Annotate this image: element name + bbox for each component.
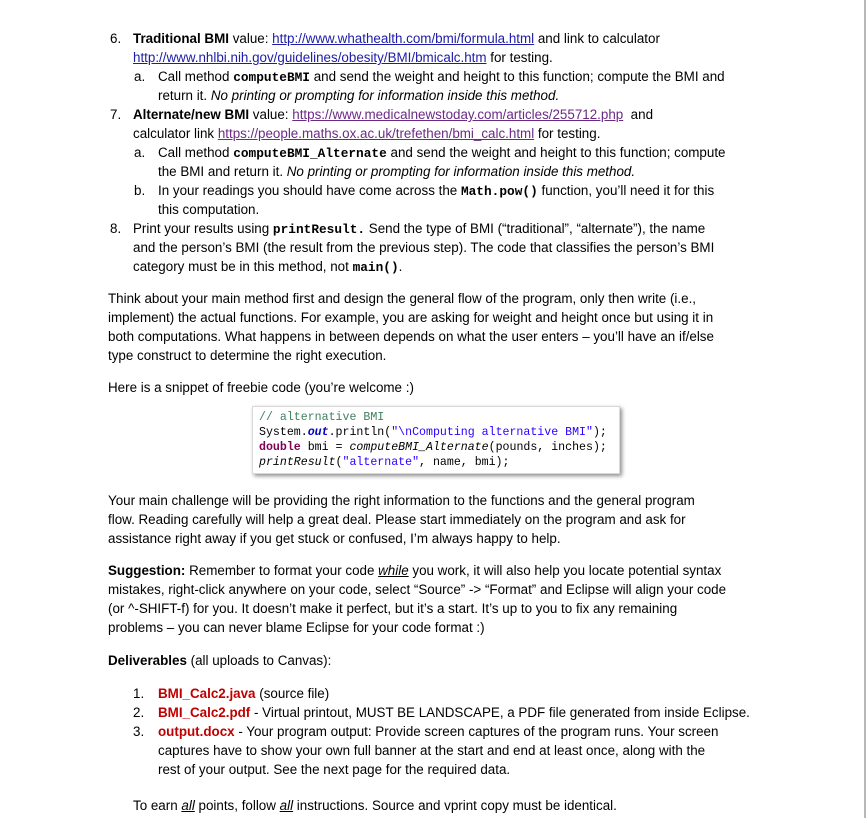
item-6-text: for testing. (486, 50, 553, 65)
closing-emphasis: all (279, 798, 294, 813)
nhlbi-link[interactable]: http://www.nhlbi.nih.gov/guidelines/obesity/BMI/bmicalc.htm (133, 50, 487, 65)
code-token: ); (592, 426, 607, 439)
compute-bmi-alternate-method: computeBMI_Alternate (233, 146, 387, 161)
item-7b-line-1 (158, 182, 714, 202)
deliverable-3 (158, 723, 718, 742)
item-7a-text: the BMI and return it. (158, 164, 287, 179)
deliverable-2-desc: - Virtual printout, MUST BE LANDSCAPE, a PDF file generated from inside Eclipse. (250, 705, 750, 720)
code-line-3 (259, 440, 613, 455)
item-8-line-3 (133, 258, 402, 278)
item-8-text: Send the type of BMI (“traditional”, “alternate”), the name (365, 221, 706, 236)
item-6a-text: Call method (158, 69, 234, 84)
code-token: (pounds, inches); (488, 441, 607, 454)
oxford-calc-link[interactable]: https://people.maths.ox.ac.uk/trefethen/bmi_calc.html (217, 126, 535, 141)
deliverable-1-desc: (source file) (255, 686, 330, 701)
item-6-title: Traditional BMI (133, 31, 229, 46)
item-7b-text: function, you’ll need it for this (537, 183, 715, 198)
code-line-2 (259, 425, 613, 440)
deliverable-1-number: 1. (133, 686, 145, 701)
item-8-line-1 (133, 220, 705, 240)
item-7b-label: b. (134, 183, 146, 198)
medicalnewstoday-link[interactable]: https://www.medicalnewstoday.com/articles/255712.php (292, 107, 624, 122)
closing-text: instructions. Source and vprint copy must be identical. (293, 798, 617, 813)
item-8-text: . (398, 259, 403, 274)
item-6-line-1 (133, 30, 660, 49)
math-pow-method: Math.pow() (460, 184, 538, 199)
deliverable-2-number: 2. (133, 705, 145, 720)
suggestion-emphasis: while (378, 563, 409, 578)
item-8-text: category must be in this method, not (133, 259, 353, 274)
paragraph-challenge-line-2: flow. Reading carefully will help a great deal. Please start immediately on the program and ask for (108, 512, 686, 527)
item-6a-italic: No printing or prompting for information inside this method. (210, 88, 560, 103)
code-line-4 (259, 455, 613, 470)
item-7b-line-2: this computation. (158, 202, 260, 217)
code-string: "alternate" (342, 456, 420, 469)
code-line-1 (259, 410, 613, 425)
deliverable-3-name: output.docx (158, 724, 235, 739)
item-7a-text: and send the weight and height to this function; compute (386, 145, 726, 160)
paragraph-design-line-2: implement) the actual functions. For example, you are asking for weight and height once but using it in (108, 310, 714, 325)
code-token: ( (335, 456, 343, 469)
compute-bmi-method: computeBMI (233, 70, 310, 85)
closing-text: points, follow (194, 798, 280, 813)
paragraph-challenge-line-1: Your main challenge will be providing the right information to the functions and the general program (108, 493, 695, 508)
paragraph-challenge-line-3: assistance right away if you get stuck or confused, I’m always happy to help. (108, 531, 561, 546)
item-7-text: calculator link (133, 126, 218, 141)
item-6-line-2 (133, 49, 553, 68)
suggestion-label: Suggestion: (108, 563, 186, 578)
closing-emphasis: all (181, 798, 195, 813)
suggestion-text: Remember to format your code (185, 563, 379, 578)
item-7-text: and (623, 107, 654, 122)
item-7-line-1 (133, 106, 653, 125)
item-7-text: for testing. (534, 126, 601, 141)
suggestion-text: you work, it will also help you locate potential syntax (408, 563, 722, 578)
suggestion-line-4: problems – you can never blame Eclipse for your code format :) (108, 620, 485, 635)
item-7a-text: Call method (158, 145, 234, 160)
item-7a-line-1 (158, 144, 726, 164)
code-comment: // alternative BMI (259, 411, 385, 424)
deliverables-text: (all uploads to Canvas): (186, 653, 332, 668)
deliverable-1-name: BMI_Calc2.java (158, 686, 256, 701)
deliverables-heading (108, 652, 331, 671)
closing-text: To earn (133, 798, 182, 813)
item-6-text: value: (228, 31, 273, 46)
code-token: .println( (328, 426, 392, 439)
code-token: System. (259, 426, 308, 439)
item-6a-label: a. (134, 69, 146, 84)
item-7-line-2 (133, 125, 600, 144)
item-8-number: 8. (110, 221, 122, 236)
code-token: out (307, 426, 329, 439)
paragraph-design-line-1: Think about your main method first and design the general flow of the program, only then write (i.e., (108, 291, 697, 306)
deliverable-1 (158, 685, 329, 704)
deliverable-3-line-2: captures have to show your own full banner at the start and end at least once, along with the (158, 743, 706, 758)
deliverable-3-desc: - Your program output: Provide screen captures of the program runs. Your screen (234, 724, 719, 739)
item-6-number: 6. (110, 31, 122, 46)
closing-line (133, 797, 617, 816)
item-7-text: value: (249, 107, 293, 122)
deliverable-3-line-3: rest of your output. See the next page for the required data. (158, 762, 511, 777)
item-6a-text: return it. (158, 88, 211, 103)
snippet-intro: Here is a snippet of freebie code (you’re welcome :) (108, 380, 414, 395)
code-snippet (252, 406, 620, 474)
item-6a-text: and send the weight and height to this function; compute the BMI and (309, 69, 725, 84)
code-string: "\nComputing alternative BMI" (391, 426, 593, 439)
whathealth-link[interactable]: http://www.whathealth.com/bmi/formula.html (272, 31, 535, 46)
item-6-text: and link to calculator (534, 31, 660, 46)
item-7-title: Alternate/new BMI (133, 107, 250, 122)
paragraph-design-line-3: both computations. What happens in between depends on what the user enters – you’ll have an if/else (108, 329, 714, 344)
item-8-line-2: and the person’s BMI (the result from the previous step). The code that classifies the person’s BMI (133, 240, 715, 255)
code-keyword: double (259, 441, 301, 454)
item-7b-text: In your readings you should have come across the (158, 183, 461, 198)
code-token: , name, bmi); (419, 456, 510, 469)
suggestion-line-1 (108, 562, 721, 581)
paragraph-design-line-4: type construct to determine the right execution. (108, 348, 387, 363)
code-call: computeBMI_Alternate (349, 441, 489, 454)
suggestion-line-3: (or ^-SHIFT-f) for you. It doesn’t make it perfect, but it’s a start. It’s up to you to fix any remaining (108, 601, 678, 616)
code-call: printResult (259, 456, 336, 469)
main-method: main() (352, 260, 399, 275)
item-8-text: Print your results using (133, 221, 273, 236)
deliverable-3-number: 3. (133, 724, 145, 739)
item-7a-label: a. (134, 145, 146, 160)
code-token: bmi = (300, 441, 350, 454)
deliverables-label: Deliverables (108, 653, 187, 668)
item-7a-line-2 (158, 163, 635, 182)
item-6a-line-1 (158, 68, 725, 88)
print-result-method: printResult. (272, 222, 366, 237)
item-6a-line-2 (158, 87, 559, 106)
deliverable-2-name: BMI_Calc2.pdf (158, 705, 251, 720)
deliverable-2 (158, 704, 750, 723)
suggestion-line-2: mistakes, right-click anywhere on your code, select “Source” -> “Format” and Eclipse will align your code (108, 582, 727, 597)
item-7-number: 7. (110, 107, 122, 122)
item-7a-italic: No printing or prompting for information inside this method. (286, 164, 636, 179)
